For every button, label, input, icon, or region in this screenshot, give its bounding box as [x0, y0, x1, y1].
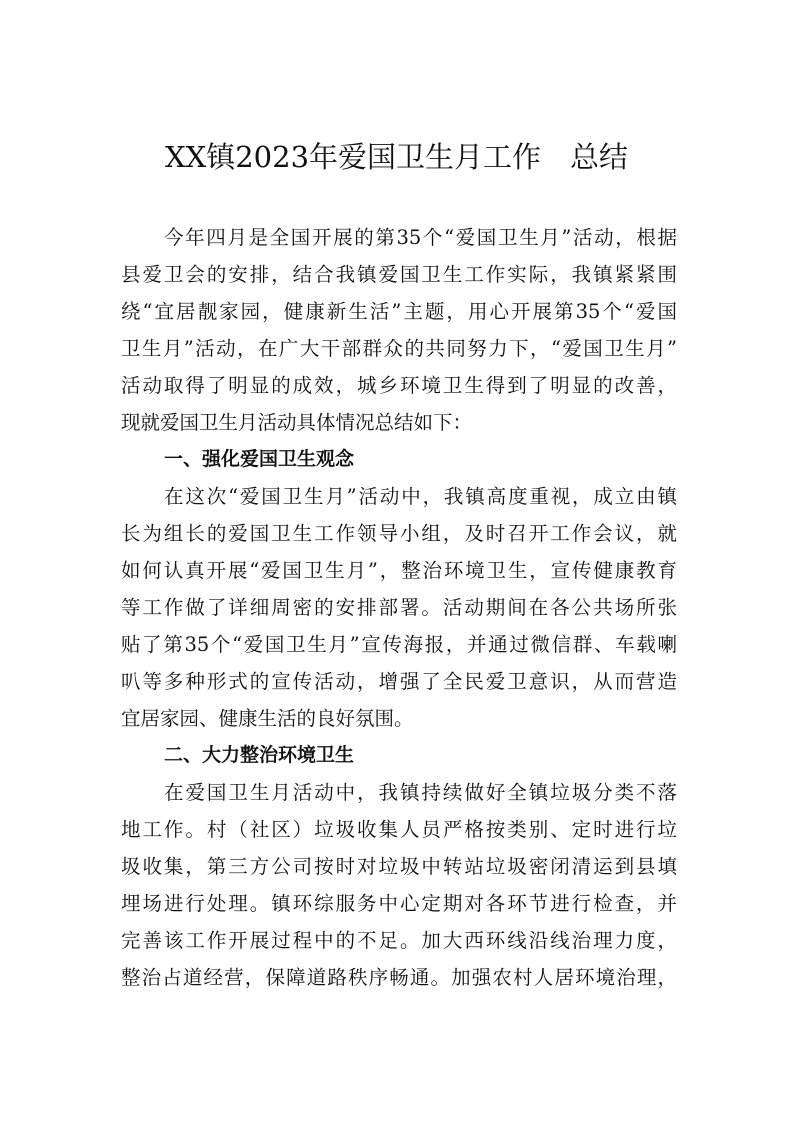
text-line: 整治占道经营，保障道路秩序畅通。加强农村人居环境治理， — [121, 966, 677, 989]
text-line: 贴了第35个“爱国卫生月”宣传海报，并通过微信群、车载喇 — [121, 633, 677, 656]
text-line: 叭等多种形式的宣传活动，增强了全民爱卫意识，从而营造 — [121, 670, 677, 693]
text-line: 埋场进行处理。镇环综服务中心定期对各环节进行检查，并 — [121, 892, 677, 915]
text-line: 现就爱国卫生月活动具体情况总结如下： — [121, 411, 473, 434]
text-line: 县爱卫会的安排，结合我镇爱国卫生工作实际，我镇紧紧围 — [121, 263, 677, 286]
text-line: 卫生月”活动，在广大干部群众的共同努力下，“爱国卫生月” — [121, 337, 677, 360]
text-line: 在爱国卫生月活动中，我镇持续做好全镇垃圾分类不落 — [164, 781, 677, 804]
text-line: 活动取得了明显的成效，城乡环境卫生得到了明显的改善， — [121, 374, 677, 397]
text-line: 等工作做了详细周密的安排部署。活动期间在各公共场所张 — [121, 596, 677, 619]
text-line: 绕“宜居靓家园，健康新生活”主题，用心开展第35个“爱国 — [121, 300, 677, 323]
text-line: 完善该工作开展过程中的不足。加大西环线沿线治理力度， — [121, 929, 677, 952]
section-paragraph — [121, 774, 677, 996]
intro-paragraph — [121, 219, 677, 441]
text-line: 如何认真开展“爱国卫生月”，整治环境卫生，宣传健康教育 — [121, 559, 677, 582]
text-line: 在这次“爱国卫生月”活动中，我镇高度重视，成立由镇 — [164, 485, 677, 508]
text-line: 今年四月是全国开展的第35个“爱国卫生月”活动，根据 — [164, 226, 677, 249]
section-heading: 二、大力整治环境卫生 — [164, 744, 355, 766]
section-heading: 一、强化爱国卫生观念 — [164, 448, 355, 470]
text-line: 宜居家园、健康生活的良好氛围。 — [121, 707, 414, 730]
text-line: 长为组长的爱国卫生工作领导小组，及时召开工作会议，就 — [121, 522, 677, 545]
section-paragraph — [121, 478, 677, 737]
document-title: XX镇2023年爱国卫生月工作 总结 — [164, 140, 629, 174]
document-body — [121, 219, 677, 996]
text-line: 圾收集，第三方公司按时对垃圾中转站垃圾密闭清运到县填 — [121, 855, 677, 878]
text-line: 地工作。村（社区）垃圾收集人员严格按类别、定时进行垃 — [121, 818, 677, 841]
